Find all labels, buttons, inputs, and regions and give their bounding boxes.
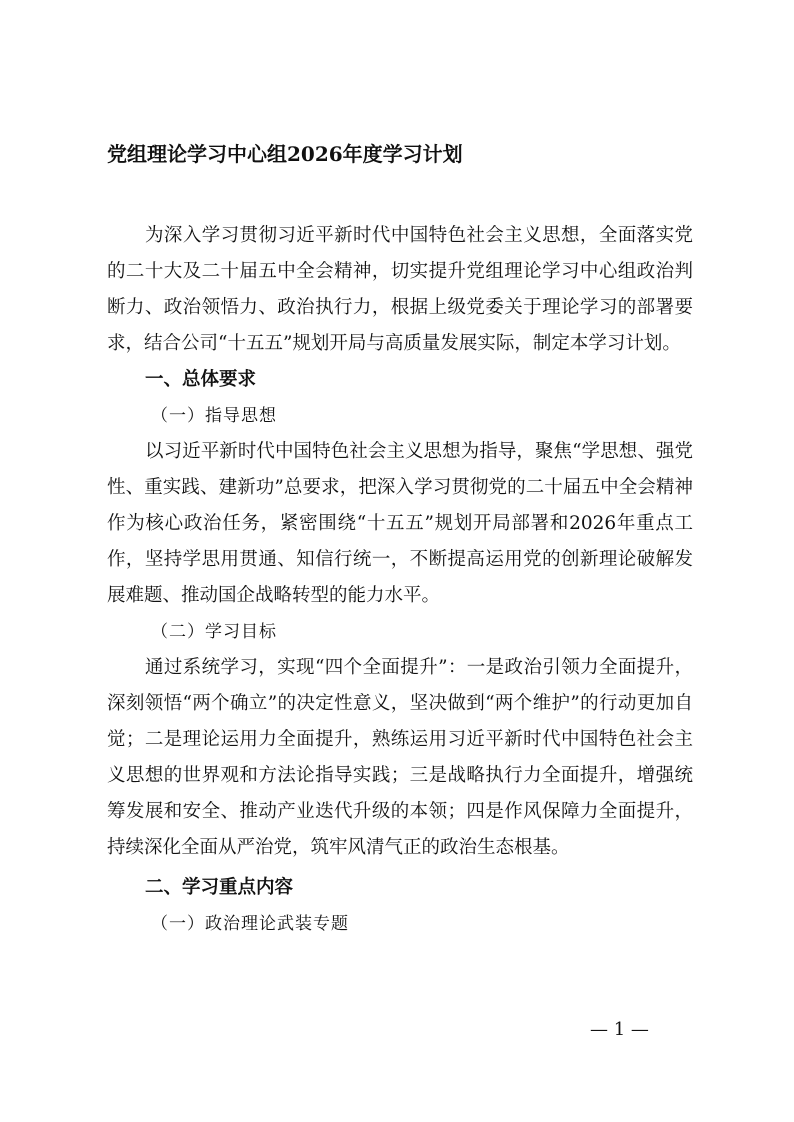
page-number: — 1 — [590,1019,649,1040]
section-heading-general-requirements: 一、总体要求 [145,369,257,390]
subsection-heading-learning-goals: （二）学习目标 [151,622,277,642]
document-title: 党组理论学习中心组2026年度学习计划 [107,142,463,166]
learning-goals-paragraph: 通过系统学习，实现“四个全面提升”：一是政治引领力全面提升，深刻领悟“两个确立”的决定性意义，坚决做到“两个维护”的行动更加自觉；二是理论运用力全面提升，熟练运用习近平新时代中国特色社会主义思想的世界观和方法论指导实践；三是战略执行力全面提升，增强统筹发展和安全、推动产业迭代升级的本领；四是作风保障力全面提升，持续深化全面从严治党，筑牢风清气正的政治生态根基。 [107,657,693,858]
intro-paragraph: 为深入学习贯彻习近平新时代中国特色社会主义思想，全面落实党的二十大及二十届五中全会精神，切实提升党组理论学习中心组政治判断力、政治领悟力、政治执行力，根据上级党委关于理论学习的部署要求，结合公司“十五五”规划开局与高质量发展实际，制定本学习计划。 [107,225,693,354]
section-heading-key-content: 二、学习重点内容 [145,877,294,898]
document-body [107,218,693,942]
subsection-heading-political-theory: （一）政治理论武装专题 [151,914,349,934]
guiding-thought-paragraph: 以习近平新时代中国特色社会主义思想为指导，聚焦“学思想、强党性、重实践、建新功”总要求，把深入学习贯彻党的二十届五中全会精神作为核心政治任务，紧密围绕“十五五”规划开局部署和2026年重点工作，坚持学思用贯通、知信行统一，不断提高运用党的创新理论破解发展难题、推动国企战略转型的能力水平。 [107,441,693,606]
subsection-heading-guiding-thought: （一）指导思想 [151,406,277,426]
